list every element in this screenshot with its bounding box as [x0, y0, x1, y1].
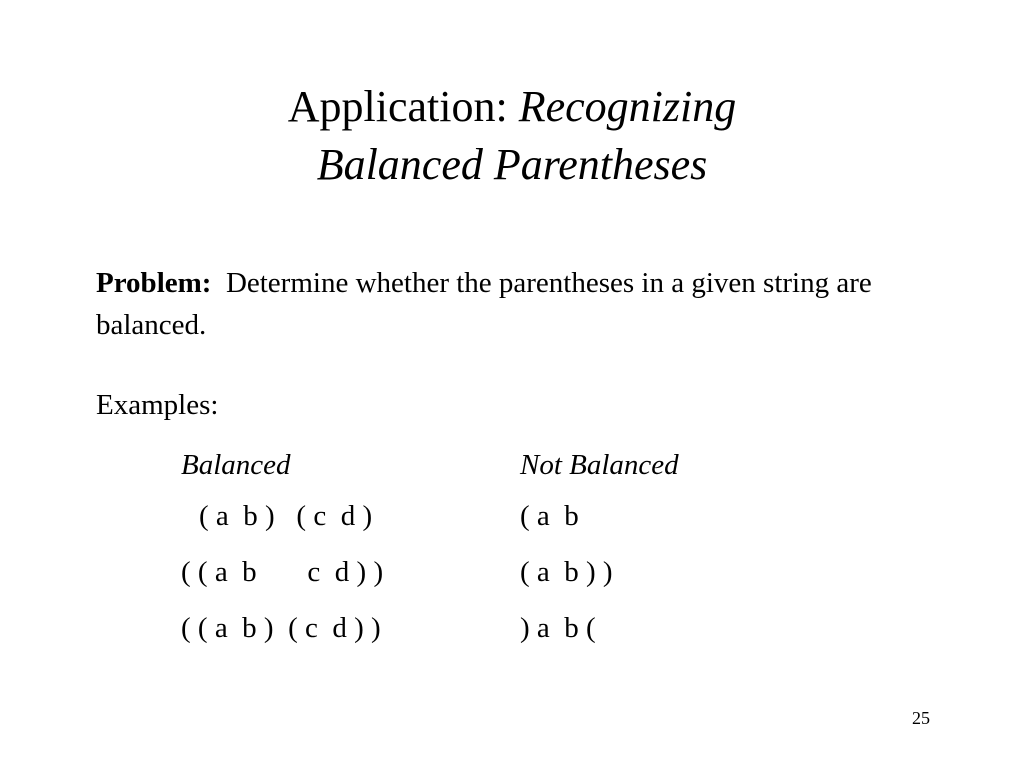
slide-title	[0, 78, 1024, 194]
title-italic-line-1: Recognizing	[518, 82, 737, 131]
balanced-column-header: Balanced	[181, 449, 291, 481]
title-italic-line-2: Balanced Parentheses	[316, 140, 708, 189]
problem-statement	[96, 262, 916, 346]
not-balanced-example: ) a b (	[520, 612, 596, 644]
not-balanced-example: ( a b	[520, 500, 579, 532]
title-line-1	[0, 78, 1024, 136]
not-balanced-example: ( a b ) )	[520, 556, 613, 588]
examples-label: Examples:	[96, 389, 219, 421]
balanced-example: ( a b ) ( c d )	[199, 500, 373, 532]
problem-text: Determine whether the parentheses in a given string are balanced.	[96, 267, 872, 341]
title-prefix: Application:	[287, 82, 519, 131]
not-balanced-column-header: Not Balanced	[520, 449, 679, 481]
page-number: 25	[912, 708, 930, 728]
balanced-example: ( ( a b c d ) )	[181, 556, 384, 588]
problem-label: Problem:	[96, 267, 212, 299]
balanced-example: ( ( a b ) ( c d ) )	[181, 612, 381, 644]
